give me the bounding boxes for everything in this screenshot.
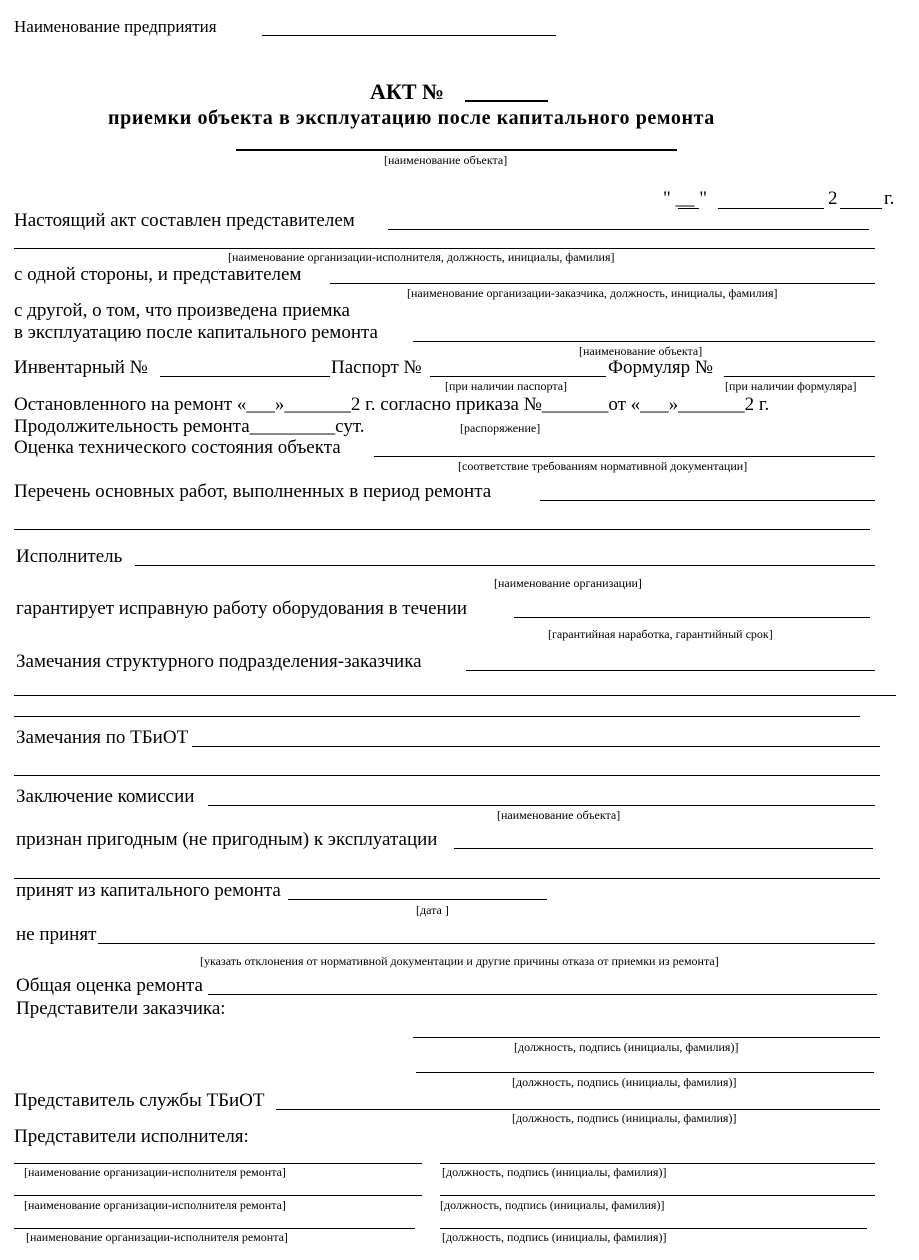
inventory-field[interactable] [160,376,330,377]
accepted-date-field[interactable] [288,899,547,900]
stopped-for-repair-line: Остановленного на ремонт «___»_______2 г. согласно приказа №_______от «___»_______2 г. [14,394,770,415]
one-side-label: с одной стороны, и представителем [14,264,302,285]
customer-rep-2-field[interactable] [416,1072,874,1073]
dept-remarks-field-2[interactable] [14,695,896,696]
formular-field[interactable] [724,376,875,377]
other-side-label: с другой, о том, что произведена приемка [14,300,350,321]
exec-org-2-field[interactable] [14,1195,422,1196]
accepted-label: принят из капитального ремонта [16,880,281,901]
exec-org-1-hint: [наименование организации-исполнителя ремонта] [24,1165,286,1179]
tbiot-rep-hint: [должность, подпись (инициалы, фамилия)] [512,1111,737,1125]
executor-org-hint: [наименование организации-исполнителя, должность, инициалы, фамилия] [228,250,615,264]
tech-assessment-field[interactable] [374,456,875,457]
exec-pos-3-hint: [должность, подпись (инициалы, фамилия)] [442,1230,667,1244]
exec-org-1-field[interactable] [14,1163,422,1164]
order-hint: [распоряжение] [460,421,541,435]
repair-duration-line: Продолжительность ремонта_________сут. [14,416,365,437]
commission-field[interactable] [208,805,875,806]
executor-label: Исполнитель [16,546,123,567]
overall-field[interactable] [208,994,877,995]
date-day-quote: " __ " [663,188,708,209]
enterprise-label: Наименование предприятия [14,17,217,36]
tbiot-rep-field[interactable] [276,1109,880,1110]
exec-org-3-hint: [наименование организации-исполнителя ремонта] [26,1230,288,1244]
executor-org-name-hint: [наименование организации] [494,576,642,590]
works-list-field-2[interactable] [14,529,870,530]
compliance-hint: [соответствие требованиям нормативной документации] [458,459,748,473]
fit-field[interactable] [454,848,873,849]
customer-reps-label: Представители заказчика: [16,998,226,1019]
exec-pos-2-hint: [должность, подпись (инициалы, фамилия)] [440,1198,665,1212]
date-year-field[interactable] [840,208,882,209]
executor-reps-label: Представители исполнителя: [14,1126,249,1147]
object-name-field[interactable] [236,149,677,151]
customer-org-hint: [наименование организации-заказчика, должность, инициалы, фамилия] [407,286,778,300]
tbiot-remarks-field[interactable] [192,746,880,747]
act-title: АКТ № [370,79,445,104]
customer-rep-field[interactable] [330,283,875,284]
composed-by-field[interactable] [388,229,869,230]
not-accepted-field[interactable] [98,943,875,944]
customer-rep-1-field[interactable] [413,1037,880,1038]
passport-label: Паспорт № [331,357,422,378]
passport-hint: [при наличии паспорта] [445,379,568,393]
guarantee-field[interactable] [514,617,870,618]
guarantees-label: гарантирует исправную работу оборудования в течении [16,598,468,619]
enterprise-field[interactable] [262,35,556,36]
exec-pos-1-hint: [должность, подпись (инициалы, фамилия)] [442,1165,667,1179]
inventory-label: Инвентарный № [14,357,148,378]
commission-object-hint: [наименование объекта] [497,808,621,822]
composed-by-label: Настоящий акт составлен представителем [14,210,355,231]
object-accepted-hint: [наименование объекта] [579,344,703,358]
exec-pos-1-field[interactable] [440,1163,875,1164]
fit-field-2[interactable] [14,878,880,879]
date-day-field[interactable] [678,208,699,209]
object-name-hint: [наименование объекта] [384,153,508,167]
tech-assessment-label: Оценка технического состояния объекта [14,437,341,458]
passport-field[interactable] [430,376,606,377]
exec-org-2-hint: [наименование организации-исполнителя ремонта] [24,1198,286,1212]
deviation-hint: [указать отклонения от нормативной документации и другие причины отказа от приемки из ремонта] [200,954,719,968]
works-list-field[interactable] [540,500,875,501]
date-suffix: г. [884,188,895,209]
formular-label: Формуляр № [608,357,714,378]
date-year-prefix: 2 [828,188,838,209]
date-hint: [дата ] [416,903,449,917]
object-accepted-field[interactable] [413,341,875,342]
works-list-label: Перечень основных работ, выполненных в период ремонта [14,481,492,502]
not-accepted-label: не принят [16,924,97,945]
commission-label: Заключение комиссии [16,786,195,807]
customer-rep-1-hint: [должность, подпись (инициалы, фамилия)] [514,1040,739,1054]
act-number-field[interactable] [465,100,548,102]
fit-label: признан пригодным (не пригодным) к эксплуатации [16,829,438,850]
dept-remarks-field[interactable] [466,670,875,671]
warranty-hint: [гарантийная наработка, гарантийный срок] [548,627,773,641]
tbiot-remarks-label: Замечания по ТБиОТ [16,727,189,748]
exec-org-3-field[interactable] [14,1228,415,1229]
dept-remarks-field-3[interactable] [14,716,860,717]
overall-label: Общая оценка ремонта [16,975,203,996]
dept-remarks-label: Замечания структурного подразделения-заказчика [16,651,422,672]
composed-by-field-2[interactable] [14,248,875,249]
formular-hint: [при наличии формуляра] [725,379,857,393]
date-month-field[interactable] [718,208,824,209]
tbiot-rep-label: Представитель службы ТБиОТ [14,1090,265,1111]
executor-field[interactable] [135,565,875,566]
customer-rep-2-hint: [должность, подпись (инициалы, фамилия)] [512,1075,737,1089]
tbiot-remarks-field-2[interactable] [14,775,880,776]
into-operation-label: в эксплуатацию после капитального ремонта [14,322,378,343]
act-subtitle: приемки объекта в эксплуатацию после капитального ремонта [108,107,715,129]
exec-pos-3-field[interactable] [440,1228,867,1229]
exec-pos-2-field[interactable] [440,1195,875,1196]
